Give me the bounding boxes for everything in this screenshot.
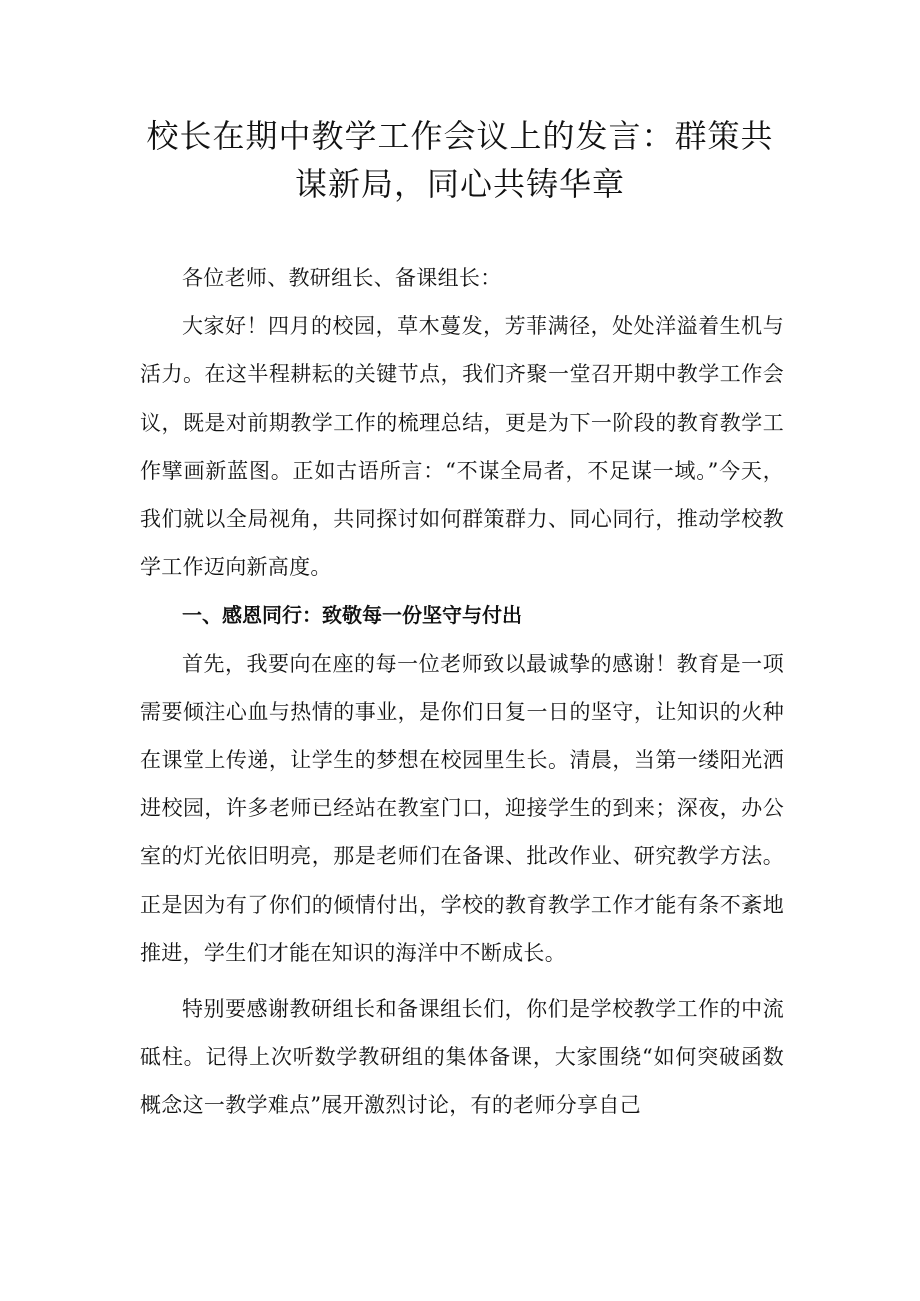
paragraph-gratitude: 首先，我要向在座的每一位老师致以最诚挚的感谢！教育是一项需要倾注心血与热情的事业，是你们日复一日的坚守，让知识的火种在课堂上传递，让学生的梦想在校园里生长。清晨，当第一缕阳光洒进校园，许多老师已经站在教室门口，迎接学生的到来；深夜，办公室的灯光依旧明亮，那是老师们在备课、批改作业、研究教学方法。正是因为有了你们的倾情付出，学校的教育教学工作才能有条不紊地推进，学生们才能在知识的海洋中不断成长。: [140, 651, 784, 965]
salutation: 各位老师、教研组长、备课组长：: [182, 266, 502, 290]
section-heading-1: 一、感恩同行：致敬每一份坚守与付出: [182, 603, 522, 628]
document-body: [140, 254, 784, 1130]
document-title: 校长在期中教学工作会议上的发言：群策共谋新局，同心共铸华章: [146, 117, 774, 203]
paragraph-thanks-leaders: 特别要感谢教研组长和备课组长们，你们是学校教学工作的中流砥柱。记得上次听数学教研组的集体备课，大家围绕“如何突破函数概念这一教学难点”展开激烈讨论，有的老师分享自己: [140, 997, 784, 1118]
paragraph-intro: 大家好！四月的校园，草木蔓发，芳菲满径，处处洋溢着生机与活力。在这半程耕耘的关键节点，我们齐聚一堂召开期中教学工作会议，既是对前期教学工作的梳理总结，更是为下一阶段的教育教学工作擘画新蓝图。正如古语所言：“不谋全局者，不足谋一域。”今天，我们就以全局视角，共同探讨如何群策群力、同心同行，推动学校教学工作迈向新高度。: [140, 314, 784, 580]
